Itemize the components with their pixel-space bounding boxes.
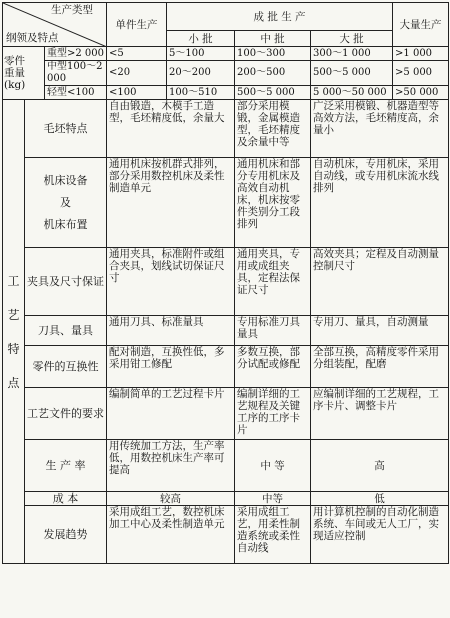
fixture-medium: 通用夹具，专用或成组夹具，定程法保证尺寸 (235, 248, 311, 316)
row-label-documents: 工艺文件的要求 (25, 388, 107, 440)
production-type-table (2, 2, 449, 564)
heavy-single: <5 (107, 47, 167, 61)
row-label-blank: 毛坯特点 (25, 100, 107, 158)
cost-single-small: 较高 (107, 492, 235, 506)
heavy-small: 5～100 (167, 47, 235, 61)
light-medium: 500～5 000 (235, 86, 311, 100)
documents-single-small: 编制简单的工艺过程卡片 (107, 388, 235, 440)
light-mass: >50 000 (393, 86, 449, 100)
blank-single-small: 自由锻造，木模手工造型，毛坯精度低，余量大 (107, 100, 235, 158)
interchange-single-small: 配对制造，互换性低，多采用钳工修配 (107, 346, 235, 388)
documents-large-mass: 应编制详细的工艺规程，工序卡片、调整卡片 (311, 388, 449, 440)
light-single: <100 (107, 86, 167, 100)
row-label-fixture: 夹具及尺寸保证 (25, 248, 107, 316)
light-small: 100～510 (167, 86, 235, 100)
row-label-machine: 机床设备 及 机床布置 (25, 158, 107, 248)
fixture-large-mass: 高效夹具；定程及自动测量控制尺寸 (311, 248, 449, 316)
row-label-productivity: 生 产 率 (25, 440, 107, 492)
single-production-header: 单件生产 (107, 3, 167, 47)
production-type-label: 生产类型 (51, 4, 93, 16)
cost-medium: 中等 (235, 492, 311, 506)
medium-small: 20～200 (167, 61, 235, 86)
trend-medium: 采用成组工艺，用柔性制造系统或柔性自动线 (235, 506, 311, 564)
documents-medium: 编制详细的工艺规程及关键工序的工序卡片 (235, 388, 311, 440)
process-features-label: 工 艺 特 点 (3, 100, 25, 564)
machine-single-small: 通用机床按机群式排列，部分采用数控机床及柔性制造单元 (107, 158, 235, 248)
medium-mass: >5 000 (393, 61, 449, 86)
blank-large-mass: 广泛采用模锻、机器造型等高效方法，毛坯精度高，余量小 (311, 100, 449, 158)
heavy-medium: 100～300 (235, 47, 311, 61)
blank-medium: 部分采用模锻，金属模造型，毛坯精度及余量中等 (235, 100, 311, 158)
tools-medium: 专用标准刀具量具 (235, 316, 311, 346)
interchange-large-mass: 全部互换，高精度零件采用分组装配，配磨 (311, 346, 449, 388)
fixture-single-small: 通用夹具，标准附件或组合夹具，划线试切保证尺寸 (107, 248, 235, 316)
features-label: 纲领及特点 (6, 32, 59, 44)
weight-type-heavy: 重型>2 000 (45, 47, 107, 61)
productivity-medium: 中 等 (235, 440, 311, 492)
medium-medium: 200～500 (235, 61, 311, 86)
machine-medium: 通用机床和部分专用机床及高效自动机床，机床按零件类别分工段排列 (235, 158, 311, 248)
heavy-mass: >1 000 (393, 47, 449, 61)
heavy-large: 300～1 000 (311, 47, 393, 61)
light-large: 5 000～50 000 (311, 86, 393, 100)
weight-type-medium: 中型100～2 000 (45, 61, 107, 86)
medium-batch-header: 中 批 (235, 31, 311, 47)
weight-type-light: 轻型<100 (45, 86, 107, 100)
productivity-single-small: 用传统加工方法，生产率低，用数控机床生产率可提高 (107, 440, 235, 492)
medium-single: <20 (107, 61, 167, 86)
productivity-large-mass: 高 (311, 440, 449, 492)
tools-single-small: 通用刀具、标准量具 (107, 316, 235, 346)
mass-production-header: 大量生产 (393, 3, 449, 47)
tools-large-mass: 专用刀、量具，自动测量 (311, 316, 449, 346)
trend-single-small: 采用成组工艺，数控机床加工中心及柔性制造单元 (107, 506, 235, 564)
row-label-tools: 刀具、量具 (25, 316, 107, 346)
batch-production-header: 成 批 生 产 (167, 3, 393, 31)
row-label-interchange: 零件的互换性 (25, 346, 107, 388)
row-label-trend: 发展趋势 (25, 506, 107, 564)
diagonal-header-cell (3, 3, 107, 47)
trend-large-mass: 用计算机控制的自动化制造系统、车间或无人工厂，实现适应控制 (311, 506, 449, 564)
medium-large: 500～5 000 (311, 61, 393, 86)
small-batch-header: 小 批 (167, 31, 235, 47)
machine-large-mass: 自动机床，专用机床，采用自动线，或专用机床流水线排列 (311, 158, 449, 248)
cost-large-mass: 低 (311, 492, 449, 506)
part-weight-label: 零件 重量 (kg) (3, 47, 45, 100)
interchange-medium: 多数互换，部分试配或修配 (235, 346, 311, 388)
row-label-cost: 成 本 (25, 492, 107, 506)
large-batch-header: 大 批 (311, 31, 393, 47)
